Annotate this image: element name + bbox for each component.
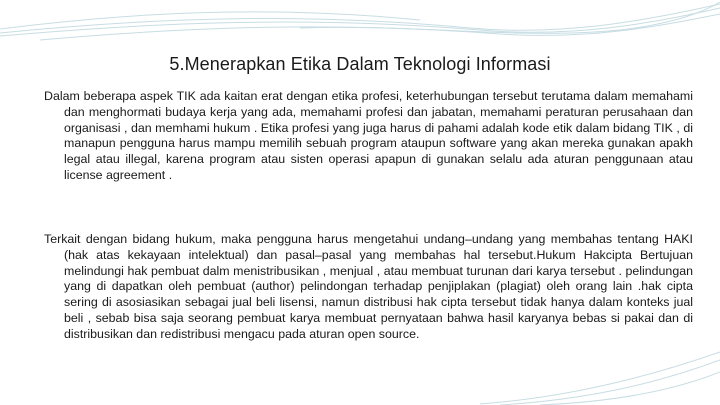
paragraph-hukum-haki: Terkait dengan bidang hukum, maka pengguna harus mengetahui undang–undang yang membahas tentang HAKI (hak atas kekayaan intelektual) dan pasal–pasal yang membahas hal tersebut.Hukum Hakcipta Bertujuan melindungi hak pembuat dalm menistribusikan , menjual , atau membuat turunan dari karya tersebut . pelindungan yang di dapatkan oleh pembuat (author) pelindongan terhadap penjiplakan (plagiat) oleh orang lain .hak cipta sering di asosiasikan sebagai jual beli lisensi, namun distribusi hak cipta tersebut tidak hanya dalam konteks jual beli , sebab bisa saja seorang pembuat karya membuat pernyataan bahwa hasil karyanya bebas si pakai dan di distribusikan dan redistribusi mengacu pada aturan open source. xyxy=(44,232,693,341)
slide-title: 5.Menerapkan Etika Dalam Teknologi Informasi xyxy=(169,54,551,74)
paragraph-etika-profesi: Dalam beberapa aspek TIK ada kaitan erat dengan etika profesi, keterhubungan tersebut terutama dalam memahami dan menghormati budaya kerja yang ada, memahami profesi dan jabatan, memahami peraturan perusahaan dan organisasi , dan memhami hukum . Etika profesi yang juga harus di pahami adalah kode etik dalam bidang TIK , di manapun pengguna harus mampu memilih sebuah program ataupun software yang akan mereka gunakan apakh legal atau illegal, karena program atau sisten operasi apapun di gunakan selalu ada aturan penggunaan atau license agreement . xyxy=(44,89,693,182)
